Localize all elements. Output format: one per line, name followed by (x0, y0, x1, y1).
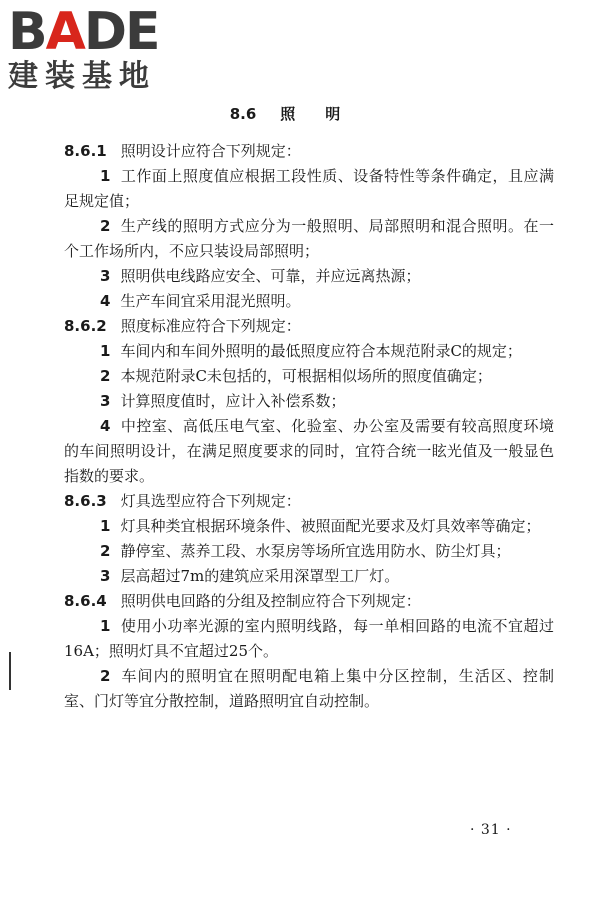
item-number: 1 (100, 167, 111, 185)
item-text: 车间内和车间外照明的最低照度应符合本规范附录C的规定； (120, 342, 522, 360)
item-number: 2 (100, 217, 111, 235)
section-title (0, 103, 600, 124)
item-number: 2 (100, 542, 111, 560)
list-item (64, 164, 554, 214)
clause-number: 8.6.1 (64, 142, 107, 160)
list-item (64, 364, 554, 389)
list-item (64, 539, 554, 564)
document-body (64, 139, 554, 714)
item-number: 1 (100, 517, 111, 535)
item-text: 计算照度值时，应计入补偿系数； (120, 392, 346, 410)
list-item (64, 414, 554, 489)
item-text: 车间内的照明宜在照明配电箱上集中分区控制，生活区、控制室、门灯等宜分散控制，道路照明宜自动控制。 (64, 667, 554, 710)
item-text: 静停室、蒸养工段、水泵房等场所宜选用防水、防尘灯具； (120, 542, 511, 560)
list-item (64, 339, 554, 364)
clause (64, 489, 554, 514)
item-number: 3 (100, 567, 111, 585)
item-text: 灯具种类宜根据环境条件、被照面配光要求及灯具效率等确定； (120, 517, 541, 535)
item-number: 3 (100, 392, 111, 410)
list-item (64, 564, 554, 589)
list-item (64, 214, 554, 264)
clause (64, 589, 554, 614)
item-number: 3 (100, 267, 111, 285)
page-number: · 31 · (470, 822, 512, 838)
list-item (64, 289, 554, 314)
logo-accent-letter: A (45, 2, 84, 62)
item-number: 1 (100, 617, 111, 635)
clause-intro: 照明供电回路的分组及控制应符合下列规定： (120, 592, 421, 610)
margin-mark (9, 652, 11, 690)
item-text: 生产线的照明方式应分为一般照明、局部照明和混合照明。在一个工作场所内，不应只装设局部照明； (64, 217, 554, 260)
clause-intro: 照度标准应符合下列规定： (120, 317, 301, 335)
item-text: 照明供电线路应安全、可靠，并应远离热源； (120, 267, 421, 285)
list-item (64, 264, 554, 289)
logo (8, 2, 178, 94)
clause-intro: 照明设计应符合下列规定： (120, 142, 301, 160)
item-text: 工作面上照度值应根据工段性质、设备特性等条件确定，且应满足规定值； (64, 167, 554, 210)
clause (64, 139, 554, 164)
clause-number: 8.6.3 (64, 492, 107, 510)
section-heading: 照明 (280, 105, 371, 123)
clause-number: 8.6.4 (64, 592, 107, 610)
logo-subtitle: 建装基地 (8, 59, 156, 94)
item-number: 4 (100, 417, 111, 435)
item-number: 2 (100, 667, 111, 685)
list-item (64, 614, 554, 664)
item-text: 中控室、高低压电气室、化验室、办公室及需要有较高照度环境的车间照明设计，在满足照度要求的同时，宜符合统一眩光值及一般显色指数的要求。 (64, 417, 554, 485)
logo-wordmark: BADE (8, 2, 159, 62)
list-item (64, 389, 554, 414)
clause-number: 8.6.2 (64, 317, 107, 335)
item-text: 本规范附录C未包括的，可根据相似场所的照度值确定； (120, 367, 492, 385)
item-number: 2 (100, 367, 111, 385)
item-number: 4 (100, 292, 111, 310)
clause (64, 314, 554, 339)
list-item (64, 514, 554, 539)
section-number: 8.6 (229, 105, 257, 123)
clause-intro: 灯具选型应符合下列规定： (120, 492, 301, 510)
list-item (64, 664, 554, 714)
item-text: 层高超过7m的建筑应采用深罩型工厂灯。 (120, 567, 400, 585)
item-text: 使用小功率光源的室内照明线路，每一单相回路的电流不宜超过16A；照明灯具不宜超过25个。 (64, 617, 554, 660)
item-number: 1 (100, 342, 111, 360)
item-text: 生产车间宜采用混光照明。 (120, 292, 301, 310)
